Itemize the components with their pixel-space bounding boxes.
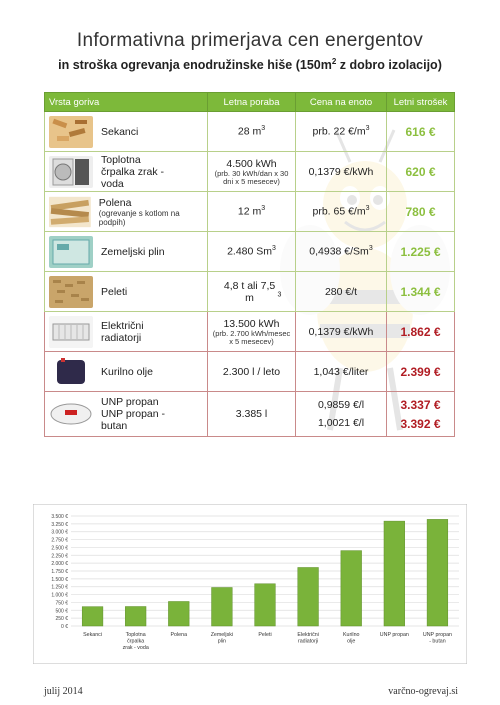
price-unit-sup: 3 [365, 125, 370, 133]
chart-bar [125, 607, 146, 626]
fuel-name: Peleti [101, 285, 128, 298]
annual-cost: 1.862 € [387, 312, 455, 352]
usage-unit-sup: 3 [261, 205, 266, 213]
fuel-name-note: (ogrevanje s kotlom na podpih) [98, 208, 180, 227]
table-row [45, 192, 455, 232]
annual-usage: 4.500 kWh [226, 157, 277, 170]
footer-date: julij 2014 [44, 686, 83, 697]
y-tick-label: 1.750 € [51, 569, 68, 575]
y-tick-label: 2.750 € [51, 537, 68, 544]
table-row [45, 352, 455, 392]
y-tick-label: 250 € [55, 616, 68, 623]
fuel-name: UNP propan UNP propan - butan [101, 396, 166, 432]
annual-cost: 616 € [387, 112, 455, 152]
unit-price-butan: 1,0021 €/l [317, 417, 365, 429]
y-tick-label: 1.500 € [51, 576, 68, 583]
table-row [45, 152, 455, 192]
table-row [45, 112, 455, 152]
fuel-name: Kurilno olje [101, 365, 153, 378]
table-row [45, 312, 455, 352]
y-tick-label: 1.250 € [51, 584, 68, 591]
y-tick-label: 1.000 € [51, 592, 68, 599]
chart-bar [255, 584, 276, 626]
annual-usage: 2.300 l / leto [208, 352, 296, 392]
lpg-tank-icon [49, 398, 93, 430]
radiator-icon [49, 316, 93, 348]
gas-boiler-icon [49, 236, 93, 268]
x-tick-label: Toplotna črpalka zrak - voda [122, 632, 149, 651]
unit-price: prb. 22 €/m [312, 125, 366, 138]
page-subtitle [0, 57, 500, 72]
wood-chips-icon [49, 116, 93, 148]
fuel-name: Polena [98, 196, 132, 209]
y-tick-label: 2.250 € [51, 553, 68, 560]
chart-bar [82, 607, 103, 626]
usage-note: (prb. 30 kWh/dan x 30 dni x 5 mesecev) [214, 168, 289, 186]
x-tick-label: UNP propan [379, 632, 409, 638]
header-annual-usage: Letna poraba [208, 93, 296, 112]
fuel-name: Toplotna črpalka zrak - voda [101, 153, 165, 190]
chart-bar [212, 588, 233, 627]
table-row [45, 232, 455, 272]
annual-cost-butan: 3.392 € [400, 416, 441, 431]
x-tick-label: Zemeljski plin [210, 632, 234, 645]
usage-unit-sup: 3 [277, 291, 282, 298]
chart-bar [168, 601, 189, 626]
annual-usage: 3.385 l [208, 392, 296, 437]
annual-usage: 28 m [237, 125, 262, 138]
annual-cost: 1.344 € [387, 272, 455, 312]
annual-cost: 780 € [387, 192, 455, 232]
unit-price: 0,9859 €/l [317, 399, 365, 411]
subtitle-main: in stroška ogrevanja enodružinske hiše (150m [58, 58, 332, 73]
subtitle-end: z dobro izolacijo) [336, 58, 442, 73]
y-tick-label: 3.250 € [51, 521, 68, 528]
y-tick-label: 2.500 € [51, 545, 68, 552]
header-annual-cost: Letni strošek [387, 93, 455, 112]
header-fuel-type: Vrsta goriva [45, 93, 208, 112]
oil-tank-icon [49, 356, 93, 388]
comparison-table [44, 92, 455, 437]
usage-unit-sup: 3 [272, 245, 276, 253]
y-tick-label: 2.000 € [51, 561, 68, 568]
unit-price: 0,1379 €/kWh [296, 152, 387, 192]
annual-usage: 2.480 Sm [227, 245, 273, 258]
y-tick-label: 0 € [61, 624, 68, 630]
fuel-name: Sekanci [101, 125, 139, 138]
unit-price: 0,1379 €/kWh [296, 312, 387, 352]
price-unit-sup: 3 [365, 205, 370, 213]
y-tick-label: 3.500 € [51, 514, 68, 520]
firewood-icon [49, 196, 91, 228]
table-row [45, 272, 455, 312]
x-tick-label: Polena [170, 632, 188, 638]
fuel-name: Zemeljski plin [101, 245, 165, 258]
chart-bar [341, 551, 362, 626]
price-unit-sup: 3 [368, 245, 373, 253]
y-tick-label: 500 € [55, 608, 68, 615]
x-tick-label: Sekanci [83, 632, 102, 638]
y-tick-label: 750 € [55, 600, 68, 607]
heat-pump-icon [49, 156, 93, 188]
x-tick-label: Peleti [258, 632, 272, 638]
footer-site: varčno-ogrevaj.si [388, 686, 458, 697]
annual-cost: 620 € [387, 152, 455, 192]
annual-cost: 1.225 € [387, 232, 455, 272]
x-tick-label: Kurilno olje [342, 632, 360, 645]
annual-usage: 12 m [237, 205, 262, 218]
annual-cost: 3.337 € [400, 397, 441, 412]
unit-price: 1,043 €/liter [296, 352, 387, 392]
usage-unit-sup: 3 [261, 125, 266, 133]
table-row [45, 392, 455, 437]
chart-bar [384, 521, 405, 626]
annual-usage: 4,8 t ali 7,5 m [223, 279, 276, 304]
annual-cost-bar-chart [33, 504, 467, 664]
x-tick-label: Električni radiatorji [297, 632, 319, 645]
header-unit-price: Cena na enoto [296, 93, 387, 112]
subtitle-superscript: 2 [331, 57, 337, 66]
page-title: Informativna primerjava cen energentov [76, 30, 424, 51]
annual-usage: 13.500 kWh [223, 317, 280, 330]
unit-price: prb. 65 €/m [312, 205, 366, 218]
fuel-name: Električni radiatorji [101, 319, 144, 344]
pellets-icon [49, 276, 93, 308]
chart-bar [427, 519, 448, 626]
annual-cost: 2.399 € [387, 352, 455, 392]
y-tick-label: 3.000 € [51, 529, 68, 536]
chart-bar [298, 567, 319, 626]
unit-price: 280 €/t [296, 272, 387, 312]
unit-price: 0,4938 €/Sm [309, 245, 369, 258]
usage-note: (prb. 2.700 kWh/mesec x 5 mesecev) [212, 328, 291, 346]
x-tick-label: UNP propan - butan [422, 632, 452, 645]
